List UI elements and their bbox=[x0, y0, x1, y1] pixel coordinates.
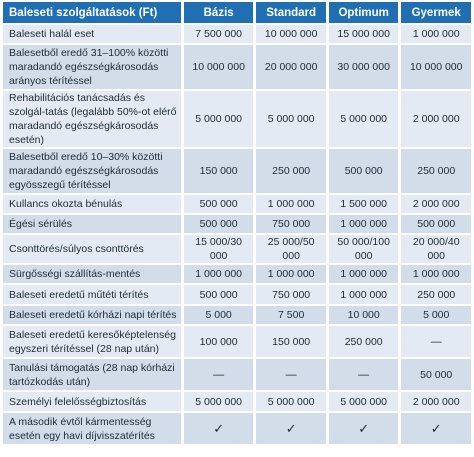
table-row bbox=[3, 45, 471, 89]
row-value: 1 500 000 bbox=[329, 195, 399, 213]
row-value: — bbox=[256, 359, 326, 390]
row-label: Baleseti eredetű műtéti térítés bbox=[3, 285, 181, 304]
row-value: 7 500 000 bbox=[184, 25, 254, 43]
row-value: — bbox=[184, 359, 254, 390]
table-header bbox=[3, 2, 471, 23]
row-value: 5 000 000 bbox=[256, 392, 326, 411]
row-value: 1 000 000 bbox=[256, 195, 326, 213]
row-label: A második évtől kármentesség esetén egy havi díjvisszatérítés bbox=[3, 413, 181, 444]
row-value: 500 000 bbox=[401, 215, 471, 233]
header-bazis: Bázis bbox=[184, 2, 254, 23]
row-value: 7 500 bbox=[256, 306, 326, 324]
row-value: 5 000 bbox=[184, 306, 254, 324]
row-value: ✓ bbox=[401, 413, 471, 444]
row-value: — bbox=[401, 326, 471, 357]
table-row bbox=[3, 359, 471, 390]
row-value: 50 000 bbox=[401, 359, 471, 390]
row-value: 250 000 bbox=[329, 326, 399, 357]
row-label: Tanulási támogatás (28 nap kórházi tartózkodás után) bbox=[3, 359, 181, 390]
row-value: 5 000 000 bbox=[184, 392, 254, 411]
row-value: 1 000 000 bbox=[256, 265, 326, 283]
table-row bbox=[3, 195, 471, 213]
row-label: Balesetből eredő 31–100% közötti maradandó egészségkárosodás arányos térítéssel bbox=[3, 45, 181, 89]
row-value: 150 000 bbox=[256, 326, 326, 357]
row-value: — bbox=[329, 359, 399, 390]
row-value: 750 000 bbox=[256, 285, 326, 304]
row-label: Sürgősségi szállítás-mentés bbox=[3, 265, 181, 283]
table-row bbox=[3, 265, 471, 283]
row-value: 250 000 bbox=[401, 285, 471, 304]
row-value: 1 000 000 bbox=[401, 265, 471, 283]
row-value: 5 000 000 bbox=[329, 392, 399, 411]
row-value: 10 000 000 bbox=[184, 45, 254, 89]
row-value: 500 000 bbox=[184, 285, 254, 304]
row-label: Baleseti halál eset bbox=[3, 25, 181, 43]
row-value: 50 000/100 000 bbox=[329, 235, 399, 263]
row-value: ✓ bbox=[184, 413, 254, 444]
row-value: 30 000 000 bbox=[329, 45, 399, 89]
row-value: ✓ bbox=[329, 413, 399, 444]
table-row bbox=[3, 392, 471, 411]
table-row bbox=[3, 91, 471, 147]
table-row bbox=[3, 25, 471, 43]
row-value: 20 000/40 000 bbox=[401, 235, 471, 263]
row-value: 10 000 000 bbox=[401, 45, 471, 89]
header-services: Baleseti szolgáltatások (Ft) bbox=[3, 2, 181, 23]
header-gyermek: Gyermek bbox=[401, 2, 471, 23]
table-row bbox=[3, 413, 471, 444]
header-standard: Standard bbox=[256, 2, 326, 23]
table-body bbox=[3, 25, 471, 444]
row-value: 150 000 bbox=[184, 149, 254, 193]
row-value: 15 000/30 000 bbox=[184, 235, 254, 263]
row-value: 2 000 000 bbox=[401, 392, 471, 411]
row-label: Baleseti eredetű keresőképtelenség egyszeri térítéssel (28 nap után) bbox=[3, 326, 181, 357]
row-value: 1 000 000 bbox=[329, 265, 399, 283]
row-value: 1 000 000 bbox=[329, 215, 399, 233]
table-row bbox=[3, 285, 471, 304]
row-value: 250 000 bbox=[256, 149, 326, 193]
row-value: 2 000 000 bbox=[401, 195, 471, 213]
row-value: 20 000 000 bbox=[256, 45, 326, 89]
row-label: Rehabilitációs tanácsadás és szolgál-tatás (legalább 50%-ot elérő maradandó egészségkárosodás esetén) bbox=[3, 91, 181, 147]
row-label: Személyi felelősségbiztosítás bbox=[3, 392, 181, 411]
row-value: 1 000 000 bbox=[184, 265, 254, 283]
row-value: 25 000/50 000 bbox=[256, 235, 326, 263]
row-value: 500 000 bbox=[184, 215, 254, 233]
row-value: 250 000 bbox=[401, 149, 471, 193]
row-value: 5 000 000 bbox=[329, 91, 399, 147]
table-row bbox=[3, 215, 471, 233]
row-value: 1 000 000 bbox=[329, 285, 399, 304]
row-value: 10 000 000 bbox=[256, 25, 326, 43]
table-row bbox=[3, 149, 471, 193]
table-row bbox=[3, 326, 471, 357]
row-label: Égési sérülés bbox=[3, 215, 181, 233]
row-value: 2 000 000 bbox=[401, 91, 471, 147]
table-row bbox=[3, 235, 471, 263]
row-value: 100 000 bbox=[184, 326, 254, 357]
row-value: 5 000 000 bbox=[184, 91, 254, 147]
row-label: Kullancs okozta bénulás bbox=[3, 195, 181, 213]
row-value: 500 000 bbox=[329, 149, 399, 193]
row-value: 5 000 000 bbox=[256, 91, 326, 147]
row-label: Balesetből eredő 10–30% közötti maradandó egészségkárosodás egyösszegű térítéssel bbox=[3, 149, 181, 193]
row-value: 15 000 000 bbox=[329, 25, 399, 43]
row-value: ✓ bbox=[256, 413, 326, 444]
row-value: 500 000 bbox=[184, 195, 254, 213]
row-value: 1 000 000 bbox=[401, 25, 471, 43]
row-value: 750 000 bbox=[256, 215, 326, 233]
row-label: Baleseti eredetű kórházi napi térítés bbox=[3, 306, 181, 324]
header-optimum: Optimum bbox=[329, 2, 399, 23]
table-row bbox=[3, 306, 471, 324]
row-label: Csonttörés/súlyos csonttörés bbox=[3, 235, 181, 263]
row-value: 5 000 bbox=[401, 306, 471, 324]
row-value: 10 000 bbox=[329, 306, 399, 324]
